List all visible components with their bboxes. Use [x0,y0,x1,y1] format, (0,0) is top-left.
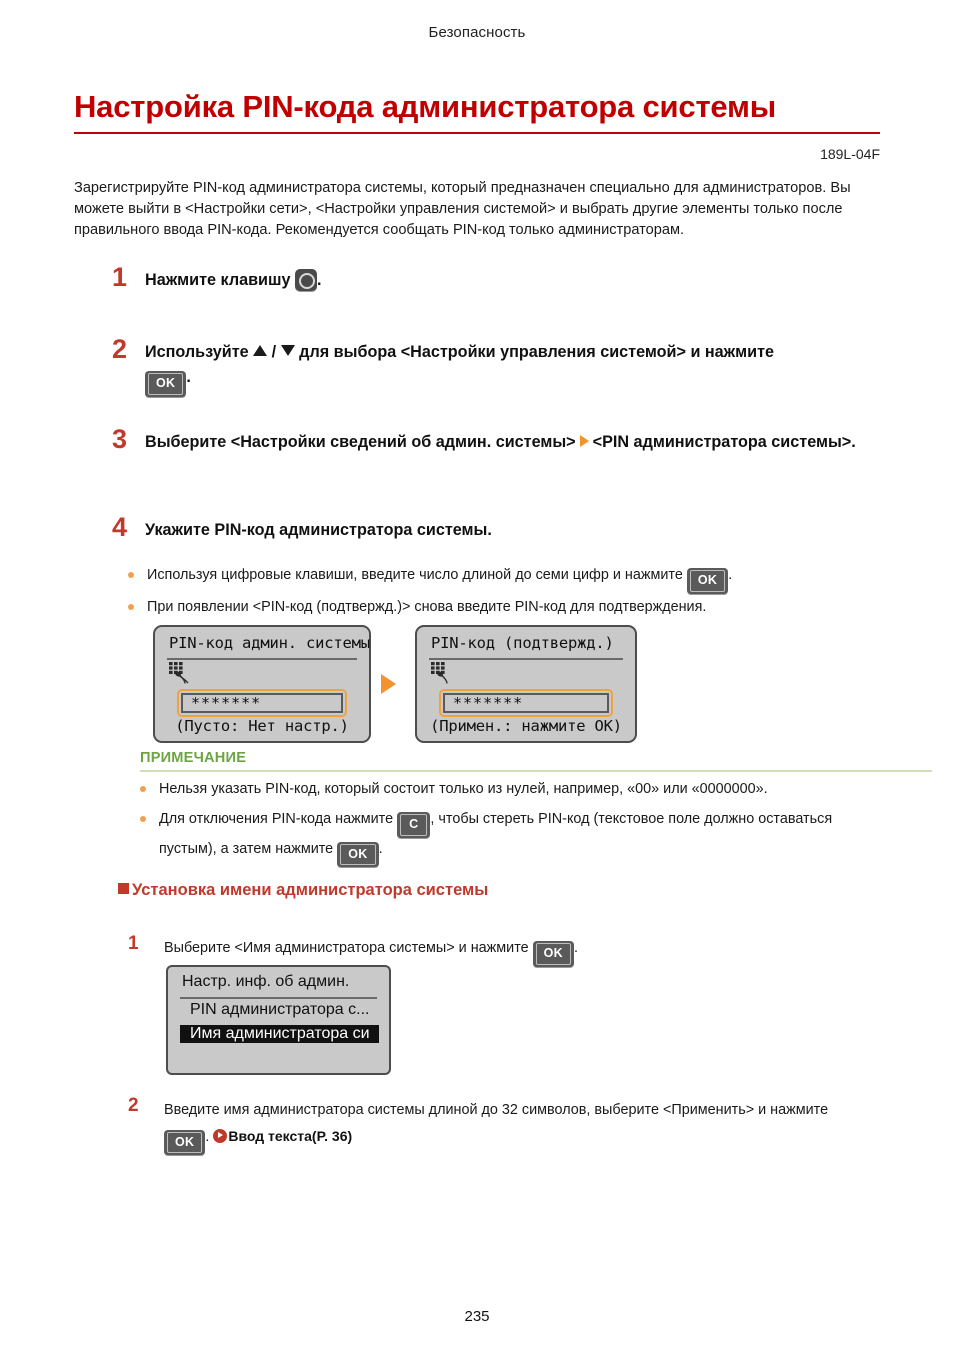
page-title: Настройка PIN-кода администратора системы [74,89,777,124]
step-2-text-before: Используйте [145,343,254,361]
lcd-pin-input-field[interactable] [177,689,347,717]
substep-2 [128,1095,928,1155]
lcd-menu-divider [180,997,377,999]
lcd-title-divider [429,658,623,660]
step-3 [112,424,912,455]
note-divider [140,770,932,772]
note-bullet-2-text [159,808,940,867]
step-1-text-after: . [317,271,322,289]
step-1-number: 1 [112,262,128,292]
ok-key-label: OK [536,943,571,965]
substep-2-text: Введите имя администратора системы длиной до 32 символов, выберите <Применить> и нажмите [164,1102,829,1118]
step-3-body [145,430,912,455]
step-3-number: 3 [112,424,128,454]
lcd-menu-item-pin[interactable]: PIN администратора с... [190,1001,370,1018]
step-4-number: 4 [112,512,128,542]
bullet-dot-icon [140,816,146,822]
menu-key-icon[interactable] [295,269,317,291]
lcd-screen-pin-confirm [415,625,637,743]
bullet-dot-icon [128,604,134,610]
lcd-screen-pin-entry [153,625,371,743]
ok-key-label: OK [148,373,183,395]
arrow-up-icon[interactable] [253,345,267,356]
step-4-body: Укажите PIN-код администратора системы. [145,521,492,539]
running-head: Безопасность [428,24,526,41]
step-4 [112,512,912,543]
lcd-screen-footer: (Примен.: нажмите OK) [430,717,622,735]
document-code: 189L-04F [820,146,880,162]
substep-1-body [164,936,928,967]
step-2-text-after: . [186,368,191,387]
lcd-pin-value: ******* [181,693,343,713]
step-2 [112,334,912,397]
ok-key-icon[interactable] [145,371,186,397]
step-4-bullet-1-label: Используя цифровые клавиши, введите число длиной до семи цифр и нажмите [147,567,683,583]
square-bullet-icon [118,883,129,894]
step-4-bullet-2-text: При появлении <PIN-код (подтвержд.)> снова введите PIN-код для подтверждения. [147,599,707,615]
substep-2-text-after: . [205,1128,210,1145]
note-bullet-2-tail: . [378,840,383,857]
ok-key-label: OK [167,1132,202,1154]
substep-1 [128,933,928,967]
ok-key-icon[interactable] [164,1130,205,1156]
bullet-dot-icon [140,786,146,792]
substep-1-number: 1 [128,933,139,954]
cross-reference-link[interactable]: Ввод текста(P. 36) [228,1127,353,1144]
step-3-text-before: Выберите <Настройки сведений об админ. системы> [145,433,576,451]
note-bullet-1 [140,778,940,802]
ok-key-icon[interactable] [687,568,728,594]
intro-paragraph: Зарегистрируйте PIN-код администратора системы, который предназначен специально для администраторов. Вы можете выйти в <Настройки сети>, <Настройки управления системой> и выбрать другие элементы только после правильного ввода PIN-кода. Рекомендуется сообщать PIN-код только администраторам. [74,180,851,239]
lcd-menu-item-name-selected[interactable]: Имя администратора си [180,1025,379,1043]
clear-key-icon[interactable] [397,812,430,838]
chevron-right-icon [580,435,589,447]
lcd-title-divider [167,658,357,660]
lcd-pin-input-field[interactable] [439,689,613,717]
substep-2-body [164,1098,928,1155]
step-4-bullet-1-text [147,564,928,594]
note-bullet-2-label: Для отключения PIN-кода нажмите [159,811,394,827]
section-heading-label: Установка имени администратора системы [132,881,489,899]
lcd-screen-admin-info-menu [166,965,391,1075]
keypad-hand-icon [168,661,202,685]
step-1-body [145,268,912,293]
title-divider [74,132,880,134]
step-3-text-after: <PIN администратора системы>. [592,433,856,451]
cross-reference-icon[interactable] [213,1129,227,1143]
note-bullet-2-line2: пустым), а затем нажмите [159,840,334,857]
ok-key-label: OK [690,570,725,592]
substep-1-text-after: . [574,940,578,956]
ok-key-icon[interactable] [337,842,378,868]
lcd-screen-footer: (Пусто: Нет настр.) [175,717,349,735]
page-number: 235 [464,1308,490,1325]
step-2-text-mid: для выбора <Настройки управления системой> и нажмите [294,343,775,361]
substep-2-number: 2 [128,1095,139,1116]
step-1-text-before: Нажмите клавишу [145,271,296,289]
step-4-bullet-1-tail: . [728,567,733,583]
step-2-separator: / [271,343,277,361]
substep-1-text-before: Выберите <Имя администратора системы> и нажмите [164,940,533,956]
lcd-menu-title: Настр. инф. об админ. [182,973,350,990]
arrow-down-icon[interactable] [281,345,295,356]
ok-key-icon[interactable] [533,941,574,967]
bullet-dot-icon [128,572,134,578]
lcd-pin-value: ******* [443,693,609,713]
ok-key-label: OK [340,844,375,866]
step-4-bullet-1 [128,564,928,594]
step-2-body [145,340,912,397]
step-1 [112,262,912,293]
note-heading: ПРИМЕЧАНИЕ [140,750,247,766]
flow-arrow-right-icon [381,674,396,694]
step-4-bullet-2 [128,596,928,620]
note-bullet-2 [140,808,940,867]
lcd-screen-title: PIN-код админ. системы [169,634,370,652]
lcd-screen-title: PIN-код (подтвержд.) [431,634,614,652]
clear-key-label: C [400,814,427,836]
keypad-hand-icon [430,661,464,685]
section-heading [118,881,488,900]
note-bullet-1-text: Нельзя указать PIN-код, который состоит только из нулей, например, «00» или «0000000». [159,781,768,797]
note-bullet-2-mid: , чтобы стереть PIN-код (текстовое поле должно оставаться [430,811,833,827]
step-2-number: 2 [112,334,128,364]
